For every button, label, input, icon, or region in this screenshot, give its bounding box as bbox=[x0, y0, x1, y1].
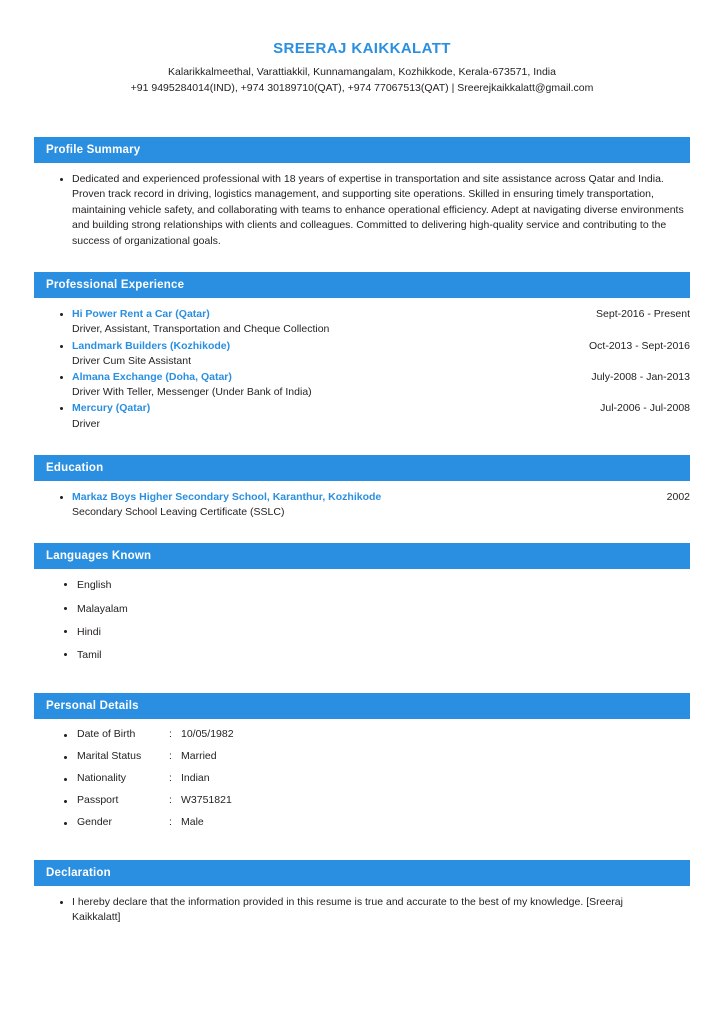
list-item: English bbox=[64, 578, 690, 592]
experience-employer: Hi Power Rent a Car (Qatar) bbox=[72, 308, 210, 321]
personal-detail-value: 10/05/1982 bbox=[181, 728, 234, 741]
section-title-professional-experience: Professional Experience bbox=[34, 272, 690, 298]
personal-detail-separator: : bbox=[169, 728, 172, 741]
list-item bbox=[60, 172, 690, 250]
list-item bbox=[64, 750, 690, 762]
section-education bbox=[34, 455, 690, 531]
list-item bbox=[60, 895, 690, 925]
section-body-education bbox=[34, 481, 690, 531]
experience-row bbox=[72, 370, 690, 385]
candidate-contact: +91 9495284014(IND), +974 30189710(QAT), +974 77067513(QAT) | Sreerejkaikkalatt@gmail.com bbox=[130, 81, 594, 94]
candidate-address: Kalarikkalmeethal, Varattiakkil, Kunnamangalam, Kozhikkode, Kerala-673571, India bbox=[168, 66, 556, 78]
candidate-name: SREERAJ KAIKKALATT bbox=[273, 40, 451, 57]
personal-detail-label: Marital Status bbox=[77, 750, 142, 763]
section-body-profile-summary bbox=[34, 163, 690, 261]
personal-detail-value: Married bbox=[181, 750, 217, 763]
personal-detail-separator: : bbox=[169, 794, 172, 807]
education-qualification: Secondary School Leaving Certificate (SSLC) bbox=[72, 506, 285, 519]
personal-detail-label: Date of Birth bbox=[77, 728, 136, 741]
personal-detail-value: Indian bbox=[181, 772, 210, 785]
list-item bbox=[60, 401, 690, 431]
experience-employer: Mercury (Qatar) bbox=[72, 402, 151, 415]
list-item: Tamil bbox=[64, 648, 690, 662]
profile-summary-text: Dedicated and experienced professional with 18 years of expertise in transportation and site assistance across Qatar and India. Proven track record in driving, logistics management, and supporting site operations. Skilled in ensuring timely transportation, maintaining vehicle safety, and collaborating with teams to enhance operational efficiency. Adept at navigating diverse environments and building strong relationships with clients and colleagues. Committed to delivering high-quality service and contributing to the success of organizational goals. bbox=[72, 172, 684, 247]
section-title-education: Education bbox=[34, 455, 690, 481]
personal-detail-separator: : bbox=[169, 750, 172, 763]
experience-employer: Almana Exchange (Doha, Qatar) bbox=[72, 371, 232, 384]
list-item: Malayalam bbox=[64, 602, 690, 616]
list-item bbox=[60, 370, 690, 400]
section-body-declaration bbox=[34, 886, 690, 936]
experience-role: Driver bbox=[72, 417, 100, 430]
section-title-personal-details: Personal Details bbox=[34, 693, 690, 719]
list-item: Hindi bbox=[64, 625, 690, 639]
personal-detail-label: Gender bbox=[77, 816, 113, 829]
experience-row bbox=[72, 401, 690, 416]
declaration-text: I hereby declare that the information provided in this resume is true and accurate to the best of my knowledge. [Sreeraj Kaikkalatt] bbox=[72, 896, 623, 924]
experience-employer: Landmark Builders (Kozhikode) bbox=[72, 339, 231, 352]
declaration-list bbox=[34, 895, 690, 925]
experience-role: Driver With Teller, Messenger (Under Bank of India) bbox=[72, 386, 312, 399]
personal-details-list bbox=[34, 728, 690, 828]
section-title-profile-summary: Profile Summary bbox=[34, 137, 690, 163]
section-title-declaration: Declaration bbox=[34, 860, 690, 886]
education-row bbox=[72, 490, 690, 505]
section-languages-known bbox=[34, 543, 690, 681]
experience-row bbox=[72, 307, 690, 322]
list-item bbox=[60, 307, 690, 337]
section-body-professional-experience bbox=[34, 298, 690, 443]
education-institution: Markaz Boys Higher Secondary School, Karanthur, Kozhikode bbox=[72, 490, 382, 503]
experience-role: Driver Cum Site Assistant bbox=[72, 354, 192, 367]
education-list bbox=[34, 490, 690, 520]
section-title-languages-known: Languages Known bbox=[34, 543, 690, 569]
list-item bbox=[64, 794, 690, 806]
list-item bbox=[60, 490, 690, 520]
section-personal-details bbox=[34, 693, 690, 848]
experience-list bbox=[34, 307, 690, 432]
list-item bbox=[64, 816, 690, 828]
profile-summary-list bbox=[34, 172, 690, 250]
personal-detail-separator: : bbox=[169, 816, 172, 829]
personal-detail-value: W3751821 bbox=[181, 794, 232, 807]
section-profile-summary bbox=[34, 137, 690, 261]
personal-detail-separator: : bbox=[169, 772, 172, 785]
personal-detail-value: Male bbox=[181, 816, 204, 829]
section-professional-experience bbox=[34, 272, 690, 443]
experience-date: Jul-2006 - Jul-2008 bbox=[600, 402, 690, 415]
personal-detail-label: Passport bbox=[77, 794, 119, 807]
experience-role: Driver, Assistant, Transportation and Cheque Collection bbox=[72, 323, 330, 336]
experience-date: Oct-2013 - Sept-2016 bbox=[589, 339, 690, 352]
personal-detail-label: Nationality bbox=[77, 772, 127, 785]
resume-header bbox=[0, 0, 724, 97]
experience-date: July-2008 - Jan-2013 bbox=[591, 371, 690, 384]
list-item bbox=[64, 728, 690, 740]
languages-list bbox=[34, 578, 690, 662]
education-year: 2002 bbox=[666, 490, 690, 503]
experience-date: Sept-2016 - Present bbox=[596, 308, 690, 321]
experience-row bbox=[72, 339, 690, 354]
list-item bbox=[64, 772, 690, 784]
section-declaration bbox=[34, 860, 690, 936]
section-body-personal-details bbox=[34, 719, 690, 848]
list-item bbox=[60, 339, 690, 369]
section-body-languages-known bbox=[34, 569, 690, 681]
